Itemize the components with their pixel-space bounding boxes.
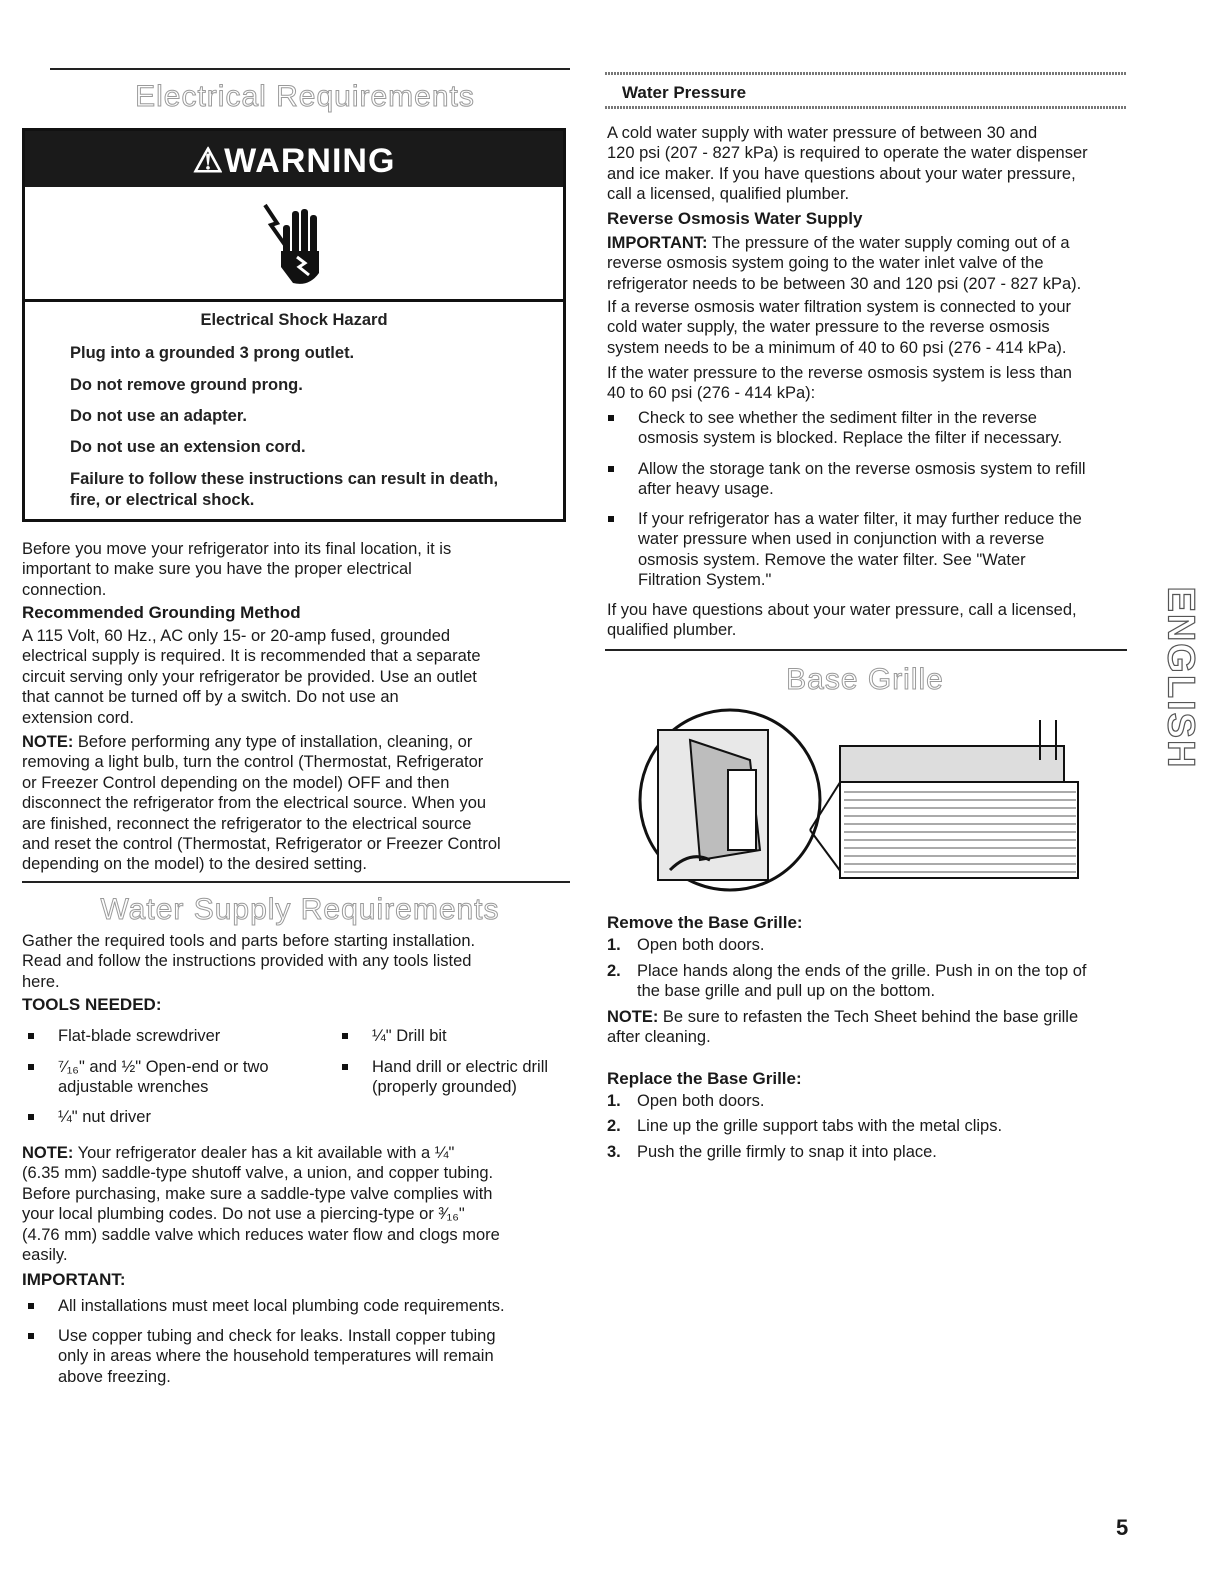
list-item: ⁷⁄₁₆" and ½" Open-end or two adjustable wrenches: [28, 1057, 328, 1098]
base-grille-illustration: [630, 700, 1090, 900]
rule-water-supply: [22, 881, 570, 883]
list-item: 3. Push the grille firmly to snap it into place.: [607, 1143, 937, 1161]
ro-paragraph-4: If you have questions about your water pressure, call a licensed, qualified plumber.: [607, 601, 1077, 640]
section-title-electrical: Electrical Requirements: [135, 80, 475, 113]
warning-header: [25, 131, 563, 187]
ro-paragraph-2: If a reverse osmosis water filtration system is connected to your cold water supply, the water pressure to the reverse osmosis system needs to be a minimum of 40 to 60 psi (276 - 414 kPa).: [607, 298, 1072, 357]
ro-heading: Reverse Osmosis Water Supply: [607, 209, 863, 228]
list-item: If your refrigerator has a water filter, it may further reduce the water pressure when used in conjunction with a reverse osmosis system. Remove the water filter. See "Water Filtration System.": [608, 509, 1128, 591]
list-item: 1. Open both doors.: [607, 1092, 765, 1110]
language-side-tab-label: ENGLISH: [1159, 586, 1202, 770]
shock-hazard-icon-panel: [25, 187, 563, 302]
replace-heading: Replace the Base Grille:: [607, 1069, 802, 1088]
warning-box: [22, 128, 566, 522]
electric-shock-hand-icon: [257, 197, 337, 289]
warning-line-5a: Failure to follow these instructions can result in death,: [70, 470, 499, 488]
list-item: 2. Place hands along the ends of the grille. Push in on the top of the base grille and pull up on the bottom.: [607, 962, 1087, 1001]
remove-heading: Remove the Base Grille:: [607, 913, 803, 932]
grounding-paragraph: A 115 Volt, 60 Hz., AC only 15- or 20-amp fused, grounded electrical supply is required. It is recommended that a separate circuit serving only your refrigerator be provided. Use an outlet that cannot be turned off by a switch. Do not use an extension cord.: [22, 627, 481, 727]
section-title-base-grille: Base Grille: [786, 663, 944, 696]
warning-line-3: Do not use an adapter.: [70, 407, 247, 425]
ro-important-paragraph: IMPORTANT: The pressure of the water supply coming out of a reverse osmosis system going to the water inlet valve of the refrigerator needs to be between 30 and 120 psi (207 - 827 kPa).: [607, 234, 1082, 293]
rule-water-pressure-bottom: [605, 106, 1127, 109]
pressure-paragraph: A cold water supply with water pressure of between 30 and 120 psi (207 - 827 kPa) is required to operate the water dispenser and ice maker. If you have questions about your water pressure, call a licensed, qualified plumber.: [607, 124, 1088, 204]
section-title-water-supply: Water Supply Requirements: [100, 893, 500, 926]
page-number: 5: [1116, 1515, 1129, 1540]
note-paragraph: NOTE: Before performing any type of installation, cleaning, or removing a light bulb, turn the control (Thermostat, Refrigerator or Freezer Control depending on the model) OFF and then disconnect the refrigerator from the electrical source. When you are finished, reconnect the refrigerator to the electrical source and reset the control (Thermostat, Refrigerator or Freezer Control depending on the model) to the desired setting.: [22, 733, 501, 874]
important-heading: IMPORTANT:: [22, 1270, 126, 1289]
rule-base-grille: [605, 649, 1127, 651]
warning-title: WARNING: [224, 142, 396, 180]
rule-water-pressure-top: [605, 72, 1127, 75]
grounding-heading: Recommended Grounding Method: [22, 603, 301, 622]
warning-hazard-title: Electrical Shock Hazard: [200, 311, 388, 329]
list-item: Flat-blade screwdriver: [28, 1026, 328, 1046]
list-item: 2. Line up the grille support tabs with the metal clips.: [607, 1117, 1003, 1135]
tools-heading: TOOLS NEEDED:: [22, 995, 162, 1014]
list-item: 1. Open both doors.: [607, 936, 765, 954]
note2-paragraph: NOTE: Your refrigerator dealer has a kit available with a ¼" (6.35 mm) saddle-type shutoff valve, a union, and copper tubing. Before purchasing, make sure a saddle-type valve complies with your local plumbing codes. Do not use a piercing-type or ³⁄₁₆" (4.76 mm) saddle valve which reduces water flow and clogs more easily.: [22, 1144, 500, 1265]
ro-paragraph-3: If the water pressure to the reverse osmosis system is less than 40 to 60 psi (276 - 414 kPa):: [607, 364, 1072, 403]
warning-line-4: Do not use an extension cord.: [70, 438, 306, 456]
warning-line-1: Plug into a grounded 3 prong outlet.: [70, 344, 355, 362]
water-pressure-heading: Water Pressure: [622, 83, 747, 102]
warning-line-2: Do not remove ground prong.: [70, 376, 303, 394]
warning-triangle-icon: ⚠: [192, 142, 225, 180]
warning-line-5b: fire, or electrical shock.: [70, 491, 255, 509]
list-item: Allow the storage tank on the reverse osmosis system to refill after heavy usage.: [608, 459, 1128, 500]
list-item: Use copper tubing and check for leaks. Install copper tubing only in areas where the household temperatures will remain above freezing.: [28, 1326, 573, 1387]
grille-note-paragraph: NOTE: Be sure to refasten the Tech Sheet behind the base grille after cleaning.: [607, 1008, 1079, 1047]
list-item: Hand drill or electric drill (properly grounded): [342, 1057, 572, 1098]
list-item: All installations must meet local plumbing code requirements.: [28, 1296, 573, 1316]
list-item: Check to see whether the sediment filter in the reverse osmosis system is blocked. Replace the filter if necessary.: [608, 408, 1128, 449]
list-item: ¼" Drill bit: [342, 1026, 572, 1046]
language-side-tab: [1150, 585, 1210, 770]
gather-paragraph: Gather the required tools and parts before starting installation. Read and follow the instructions provided with any tools listed here.: [22, 932, 476, 991]
list-item: ¼" nut driver: [28, 1107, 328, 1127]
top-rule-left: [50, 68, 570, 70]
intro-paragraph: Before you move your refrigerator into its final location, it is important to make sure you have the proper electrical connection.: [22, 540, 452, 599]
